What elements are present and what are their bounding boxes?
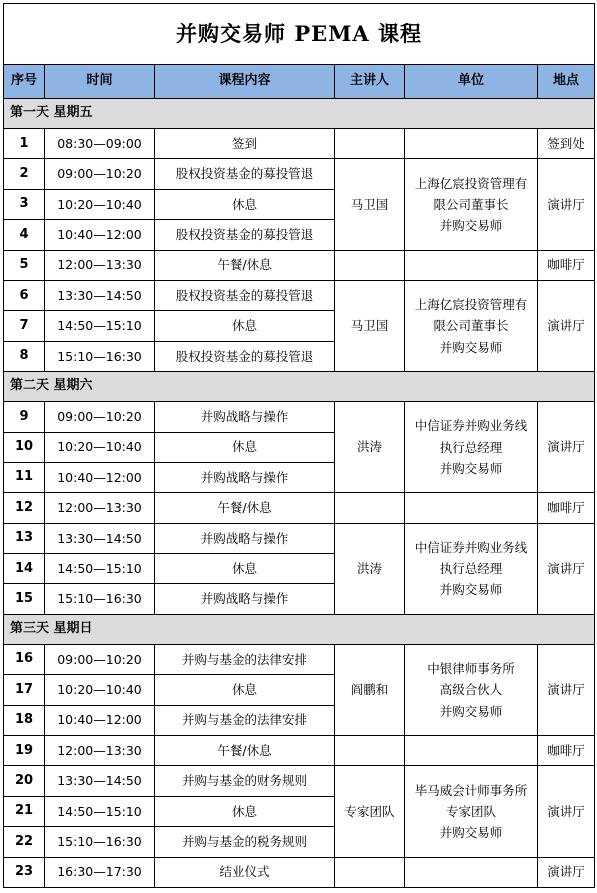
organization-line: 上海亿宸投资管理有 — [414, 297, 528, 313]
session-content: 午餐/休息 — [155, 736, 335, 766]
session-time: 13:30—14:50 — [45, 523, 155, 553]
table-row — [4, 402, 595, 432]
session-time: 15:10—16:30 — [45, 584, 155, 614]
session-time: 15:10—16:30 — [45, 341, 155, 371]
organization-line: 毕马威会计师事务所 — [414, 782, 528, 798]
session-number: 20 — [4, 766, 45, 796]
day-header-row — [4, 614, 595, 644]
session-content: 休息 — [155, 675, 335, 705]
session-number: 23 — [4, 857, 45, 887]
header-row — [4, 65, 595, 99]
header-cell: 单位 — [405, 65, 538, 99]
session-number: 12 — [4, 493, 45, 523]
venue-cell: 演讲厅 — [538, 857, 595, 887]
session-time: 10:40—12:00 — [45, 220, 155, 250]
schedule-body — [4, 99, 595, 888]
venue-cell: 咖啡厅 — [538, 493, 595, 523]
organization-line: 中信证券并购业务线 — [414, 539, 528, 555]
session-number: 18 — [4, 705, 45, 735]
session-number: 15 — [4, 584, 45, 614]
session-number: 11 — [4, 462, 45, 492]
session-content: 股权投资基金的募投管退 — [155, 280, 335, 310]
session-content: 午餐/休息 — [155, 493, 335, 523]
organization-line: 高级合伙人 — [439, 682, 503, 698]
header-cell: 时间 — [45, 65, 155, 99]
venue-cell: 咖啡厅 — [538, 736, 595, 766]
session-time: 08:30—09:00 — [45, 129, 155, 159]
day-header-row — [4, 372, 595, 402]
session-content: 并购战略与操作 — [155, 523, 335, 553]
organization-cell — [405, 402, 538, 493]
header-cell: 地点 — [538, 65, 595, 99]
session-number: 7 — [4, 311, 45, 341]
page-title: 并购交易师 PEMA 课程 — [4, 4, 595, 65]
session-time: 12:00—13:30 — [45, 250, 155, 280]
session-time: 12:00—13:30 — [45, 493, 155, 523]
organization-line: 并购交易师 — [439, 825, 503, 841]
session-content: 休息 — [155, 554, 335, 584]
organization-cell — [405, 857, 538, 887]
schedule-table — [3, 3, 595, 888]
session-time: 10:20—10:40 — [45, 675, 155, 705]
table-row — [4, 857, 595, 887]
session-time: 12:00—13:30 — [45, 736, 155, 766]
organization-cell — [405, 766, 538, 857]
session-content: 并购与基金的税务规则 — [155, 827, 335, 857]
table-row — [4, 129, 595, 159]
session-time: 10:20—10:40 — [45, 432, 155, 462]
speaker-cell: 专家团队 — [335, 766, 405, 857]
session-content: 股权投资基金的募投管退 — [155, 159, 335, 189]
session-number: 9 — [4, 402, 45, 432]
speaker-cell: 马卫国 — [335, 159, 405, 250]
header-cell: 主讲人 — [335, 65, 405, 99]
day-label: 第一天 星期五 — [4, 99, 595, 129]
venue-cell: 演讲厅 — [538, 280, 595, 371]
session-number: 10 — [4, 432, 45, 462]
session-time: 10:40—12:00 — [45, 462, 155, 492]
session-number: 21 — [4, 796, 45, 826]
session-content: 休息 — [155, 432, 335, 462]
speaker-cell — [335, 857, 405, 887]
organization-line: 并购交易师 — [439, 703, 503, 719]
session-time: 09:00—10:20 — [45, 159, 155, 189]
session-content: 休息 — [155, 311, 335, 341]
organization-line: 专家团队 — [445, 803, 496, 819]
table-row — [4, 250, 595, 280]
organization-cell — [405, 250, 538, 280]
organization-cell — [405, 280, 538, 371]
session-content: 并购战略与操作 — [155, 462, 335, 492]
organization-line: 中信证券并购业务线 — [414, 418, 528, 434]
session-time: 14:50—15:10 — [45, 554, 155, 584]
session-content: 午餐/休息 — [155, 250, 335, 280]
header-cell: 序号 — [4, 65, 45, 99]
venue-cell: 签到处 — [538, 129, 595, 159]
session-number: 1 — [4, 129, 45, 159]
organization-cell — [405, 644, 538, 735]
session-content: 结业仪式 — [155, 857, 335, 887]
session-content: 股权投资基金的募投管退 — [155, 220, 335, 250]
speaker-cell: 马卫国 — [335, 280, 405, 371]
organization-cell — [405, 129, 538, 159]
venue-cell: 咖啡厅 — [538, 250, 595, 280]
day-header-row — [4, 99, 595, 129]
session-time: 13:30—14:50 — [45, 280, 155, 310]
speaker-cell — [335, 129, 405, 159]
speaker-cell: 洪涛 — [335, 523, 405, 614]
table-row — [4, 280, 595, 310]
session-content: 休息 — [155, 189, 335, 219]
venue-cell: 演讲厅 — [538, 523, 595, 614]
session-time: 10:40—12:00 — [45, 705, 155, 735]
session-content: 股权投资基金的募投管退 — [155, 341, 335, 371]
session-content: 并购战略与操作 — [155, 402, 335, 432]
session-content: 并购与基金的财务规则 — [155, 766, 335, 796]
organization-line: 并购交易师 — [439, 460, 503, 476]
session-time: 14:50—15:10 — [45, 311, 155, 341]
session-content: 并购战略与操作 — [155, 584, 335, 614]
session-content: 并购与基金的法律安排 — [155, 705, 335, 735]
venue-cell: 演讲厅 — [538, 402, 595, 493]
session-time: 10:20—10:40 — [45, 189, 155, 219]
session-number: 4 — [4, 220, 45, 250]
session-time: 14:50—15:10 — [45, 796, 155, 826]
session-number: 2 — [4, 159, 45, 189]
organization-line: 限公司董事长 — [433, 196, 509, 212]
table-row — [4, 523, 595, 553]
venue-cell: 演讲厅 — [538, 766, 595, 857]
organization-line: 限公司董事长 — [433, 318, 509, 334]
session-content: 签到 — [155, 129, 335, 159]
organization-line: 并购交易师 — [439, 339, 503, 355]
session-time: 13:30—14:50 — [45, 766, 155, 796]
organization-cell — [405, 493, 538, 523]
organization-line: 执行总经理 — [439, 561, 503, 577]
session-number: 13 — [4, 523, 45, 553]
table-row — [4, 493, 595, 523]
venue-cell: 演讲厅 — [538, 644, 595, 735]
organization-line: 上海亿宸投资管理有 — [414, 175, 528, 191]
speaker-cell: 阎鹏和 — [335, 644, 405, 735]
organization-cell — [405, 523, 538, 614]
speaker-cell — [335, 493, 405, 523]
organization-line: 中银律师事务所 — [427, 661, 515, 677]
session-number: 6 — [4, 280, 45, 310]
header-cell: 课程内容 — [155, 65, 335, 99]
organization-cell — [405, 736, 538, 766]
day-label: 第二天 星期六 — [4, 372, 595, 402]
session-number: 14 — [4, 554, 45, 584]
organization-line: 执行总经理 — [439, 439, 503, 455]
speaker-cell — [335, 250, 405, 280]
table-row — [4, 159, 595, 189]
organization-line: 并购交易师 — [439, 218, 503, 234]
speaker-cell: 洪涛 — [335, 402, 405, 493]
session-number: 3 — [4, 189, 45, 219]
organization-line: 并购交易师 — [439, 582, 503, 598]
session-content: 休息 — [155, 796, 335, 826]
speaker-cell — [335, 736, 405, 766]
session-number: 22 — [4, 827, 45, 857]
table-row — [4, 766, 595, 796]
organization-cell — [405, 159, 538, 250]
session-time: 09:00—10:20 — [45, 644, 155, 674]
session-number: 8 — [4, 341, 45, 371]
table-row — [4, 644, 595, 674]
day-label: 第三天 星期日 — [4, 614, 595, 644]
session-time: 09:00—10:20 — [45, 402, 155, 432]
session-time: 15:10—16:30 — [45, 827, 155, 857]
session-number: 17 — [4, 675, 45, 705]
session-number: 5 — [4, 250, 45, 280]
session-number: 16 — [4, 644, 45, 674]
session-number: 19 — [4, 736, 45, 766]
table-row — [4, 736, 595, 766]
session-time: 16:30—17:30 — [45, 857, 155, 887]
venue-cell: 演讲厅 — [538, 159, 595, 250]
session-content: 并购与基金的法律安排 — [155, 644, 335, 674]
